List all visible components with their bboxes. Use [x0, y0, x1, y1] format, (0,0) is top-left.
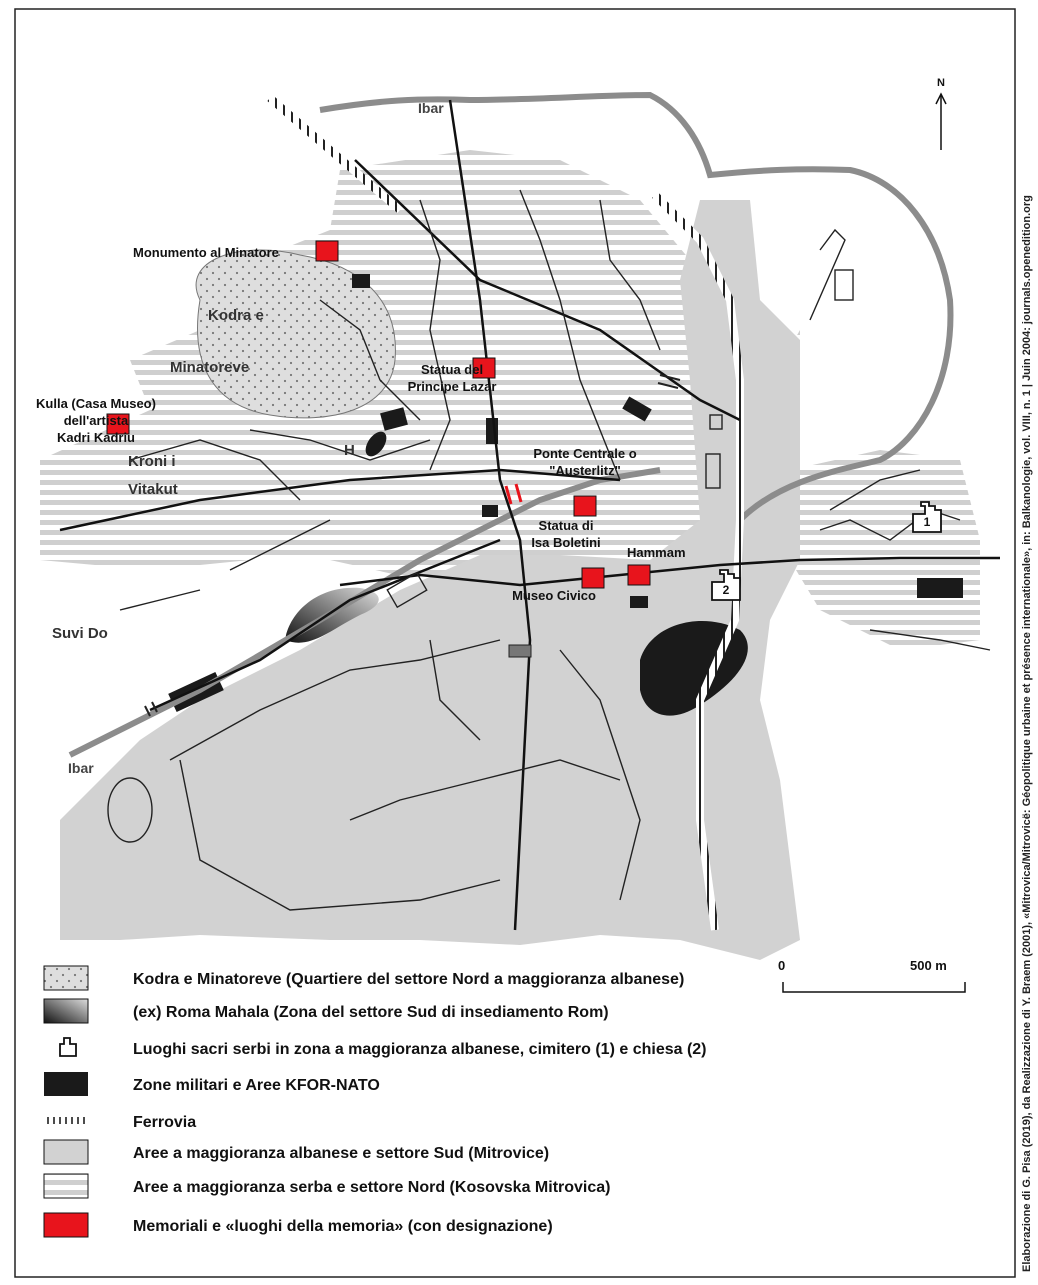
memorial-label: "Austerlitz": [549, 463, 621, 478]
source-credit: Elaborazione di G. Pisa (2019), da Realizzazione di Y. Braem (2001), «Mitrovica/Mitrovicë: Géopolitique urbaine et présence internationale», in: Balkanologie, vol. VIII, n. 1 | Juin 2004: journals.openedition.org: [1021, 195, 1033, 1272]
memorial-label: Kadri Kadriu: [56, 430, 136, 445]
memorial-label: Statua del: [420, 362, 484, 377]
legend-label: Luoghi sacri serbi in zona a maggioranza albanese, cimitero (1) e chiesa (2): [133, 1041, 707, 1058]
memorial-label: Museo Civico: [512, 588, 596, 603]
legend-label: Memoriali e «luoghi della memoria» (con designazione): [133, 1218, 553, 1235]
military-zone: [482, 505, 498, 517]
military-zone: [630, 596, 648, 608]
memorial-label: Hammam: [627, 545, 686, 560]
north-label: N: [937, 77, 945, 89]
district-label-vitakut: Vitakut: [128, 481, 178, 498]
memorial-label: Statua di: [538, 518, 594, 533]
river-label-ibar-south: Ibar: [68, 760, 94, 776]
river-label-ibar-north: Ibar: [418, 100, 444, 116]
military-zone: [917, 578, 963, 598]
legend-swatch-military: [44, 1072, 88, 1096]
memorial-label: Ponte Centrale o: [533, 446, 637, 461]
sacred-site-number: 2: [722, 583, 730, 597]
memorial-marker: [316, 241, 338, 261]
legend-swatch-albanian: [44, 1140, 88, 1164]
district-label-kroni: Kroni i: [128, 453, 176, 470]
legend-swatch-kodra: [44, 966, 88, 990]
scale-end-label: 500 m: [910, 958, 947, 973]
sacred-site-number: 1: [923, 515, 931, 529]
district-label-h: H: [344, 442, 355, 459]
legend-label: Ferrovia: [133, 1114, 197, 1131]
legend-label: Aree a maggioranza serba e settore Nord (Kosovska Mitrovica): [133, 1179, 611, 1196]
memorial-label: Monumento al Minatore: [133, 245, 279, 260]
memorial-label: Isa Boletini: [531, 535, 601, 550]
memorial-label: Kulla (Casa Museo): [36, 396, 156, 411]
legend-label: Zone militari e Aree KFOR-NATO: [133, 1077, 380, 1094]
legend-swatch-rail: [48, 1117, 84, 1124]
district-label-kodra: Kodra e: [208, 307, 264, 324]
legend-item-sacred: [60, 1038, 707, 1058]
legend-swatch-memorial: [44, 1213, 88, 1237]
district-label-minatoreve: Minatoreve: [170, 359, 250, 376]
building: [509, 645, 531, 657]
memorial-marker: [574, 496, 596, 516]
legend-swatch-serbian: [44, 1174, 88, 1198]
district-label-suvi-do: Suvi Do: [52, 625, 108, 642]
legend-swatch-roma: [44, 999, 88, 1023]
scale-start-label: 0: [778, 958, 786, 973]
legend-label: Aree a maggioranza albanese e settore Sud (Mitrovice): [133, 1145, 550, 1162]
legend-label: (ex) Roma Mahala (Zona del settore Sud di insediamento Rom): [133, 1004, 609, 1021]
memorial-label: Principe Lazar: [407, 379, 497, 394]
memorial-label: dell'artista: [63, 413, 129, 428]
memorial-marker: [628, 565, 650, 585]
memorial-marker: [582, 568, 604, 588]
memorial-1: [408, 358, 497, 394]
military-zone: [352, 274, 370, 288]
legend-label: Kodra e Minatoreve (Quartiere del settore Nord a maggioranza albanese): [133, 971, 685, 988]
